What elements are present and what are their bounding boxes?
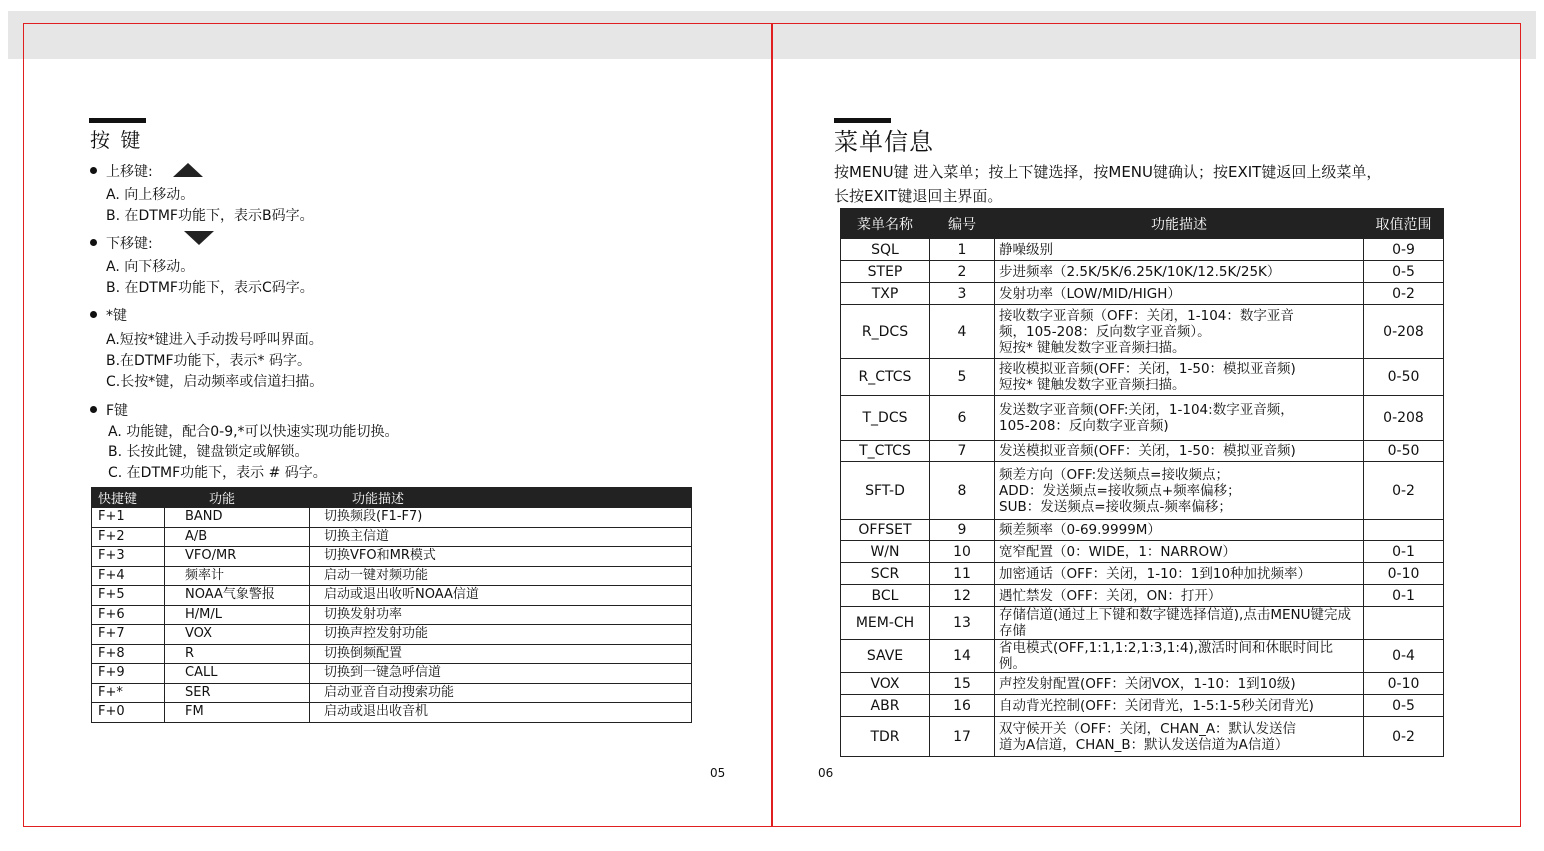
up-key-line-a: A. 向上移动。 (106, 187, 195, 203)
description-cell (995, 462, 1364, 520)
down-key-line-a: A. 向下移动。 (106, 259, 195, 275)
description-line: 短按* 键触发数字亚音频扫描。 (999, 339, 1186, 356)
table-row (841, 359, 1444, 396)
description-cell (995, 585, 1364, 607)
table-row (841, 239, 1444, 261)
range-cell: 0-10 (1364, 563, 1444, 585)
table-row (92, 683, 692, 703)
header-description: 功能描述 (310, 488, 692, 508)
description-line: 静噪级别 (999, 241, 1053, 258)
description-cell: 启动亚音自动搜索功能 (310, 683, 692, 703)
number-cell: 13 (930, 607, 995, 640)
description-cell (995, 261, 1364, 283)
number-cell: 8 (930, 462, 995, 520)
menu-name-cell: TXP (841, 283, 930, 305)
star-key-line-b: B.在DTMF功能下，表示* 码字。 (106, 353, 311, 369)
description-cell (995, 305, 1364, 359)
shortcut-cell: F+2 (92, 527, 165, 547)
description-line: 发射功率（LOW/MID/HIGH） (999, 285, 1181, 302)
table-row (841, 305, 1444, 359)
page-title-keys: 按 键 (90, 128, 143, 152)
description-line: 步进频率（2.5K/5K/6.25K/10K/12.5K/25K） (999, 263, 1281, 280)
table-row (841, 585, 1444, 607)
header-menu-name: 菜单名称 (841, 209, 930, 239)
shortcut-cell: F+8 (92, 644, 165, 664)
description-cell: 切换发射功率 (310, 605, 692, 625)
number-cell: 4 (930, 305, 995, 359)
table-row (841, 441, 1444, 462)
table-row (92, 547, 692, 567)
bullet-dot (90, 239, 97, 246)
function-cell: NOAA气象警报 (165, 586, 310, 606)
shortcut-cell: F+9 (92, 664, 165, 684)
menu-info-table (840, 208, 1444, 757)
number-cell: 17 (930, 717, 995, 757)
bullet-dot (90, 311, 97, 318)
function-cell: VOX (165, 625, 310, 645)
table-row (841, 563, 1444, 585)
function-cell: A/B (165, 527, 310, 547)
range-cell (1364, 607, 1444, 640)
up-key-line-b: B. 在DTMF功能下，表示B码字。 (106, 208, 314, 224)
shortcut-cell: F+4 (92, 566, 165, 586)
table-row (841, 396, 1444, 441)
shortcut-cell: F+0 (92, 703, 165, 723)
range-cell: 0-5 (1364, 695, 1444, 717)
number-cell: 1 (930, 239, 995, 261)
table-row (841, 673, 1444, 695)
description-cell (995, 359, 1364, 396)
description-cell (995, 607, 1364, 640)
table-row (92, 625, 692, 645)
number-cell: 7 (930, 441, 995, 462)
triangle-up-icon (173, 163, 203, 177)
description-line: 频，105-208：反向数字亚音频）。 (999, 323, 1211, 340)
shortcut-key-table (91, 487, 692, 723)
header-number: 编号 (930, 209, 995, 239)
description-line: 自动背光控制(OFF：关闭背光，1-5:1-5秒关闭背光) (999, 697, 1314, 714)
menu-name-cell: SAVE (841, 640, 930, 673)
number-cell: 12 (930, 585, 995, 607)
number-cell: 6 (930, 396, 995, 441)
range-cell: 0-208 (1364, 396, 1444, 441)
table-row (841, 640, 1444, 673)
header-range: 取值范围 (1364, 209, 1444, 239)
function-cell: FM (165, 703, 310, 723)
bullet-down-key (90, 233, 153, 253)
shortcut-cell: F+6 (92, 605, 165, 625)
header-description: 功能描述 (995, 209, 1364, 239)
description-cell: 切换VFO和MR模式 (310, 547, 692, 567)
function-cell: SER (165, 683, 310, 703)
description-line: 短按* 键触发数字亚音频扫描。 (999, 377, 1186, 393)
description-cell (995, 563, 1364, 585)
function-cell: 频率计 (165, 566, 310, 586)
function-cell: CALL (165, 664, 310, 684)
menu-name-cell: BCL (841, 585, 930, 607)
table-row (92, 508, 692, 528)
shortcut-cell: F+7 (92, 625, 165, 645)
description-line: 接收模拟亚音频(OFF：关闭，1-50：模拟亚音频) (999, 361, 1296, 377)
table-row (92, 566, 692, 586)
range-cell: 0-1 (1364, 585, 1444, 607)
menu-name-cell: MEM-CH (841, 607, 930, 640)
bullet-dot (90, 167, 97, 174)
number-cell: 5 (930, 359, 995, 396)
table-row (841, 261, 1444, 283)
function-cell: VFO/MR (165, 547, 310, 567)
description-cell: 切换频段(F1-F7) (310, 508, 692, 528)
intro-line-1: 按MENU键 进入菜单；按上下键选择，按MENU键确认；按EXIT键返回上级菜单， (834, 163, 1382, 181)
f-key-line-b: B. 长按此键，键盘锁定或解锁。 (108, 444, 309, 460)
number-cell: 15 (930, 673, 995, 695)
number-cell: 11 (930, 563, 995, 585)
table-row (92, 644, 692, 664)
range-cell: 0-1 (1364, 541, 1444, 563)
up-key-label: 上移键: (106, 164, 153, 180)
table-row (92, 703, 692, 723)
description-line: 宽窄配置（0：WIDE，1：NARROW） (999, 543, 1237, 560)
description-line: 频差频率（0-69.9999M） (999, 522, 1161, 538)
description-cell (995, 695, 1364, 717)
description-cell (995, 239, 1364, 261)
table-row (841, 462, 1444, 520)
description-line: 省电模式(OFF,1:1,1:2,1:3,1:4),激活时间和休眠时间比例。 (999, 640, 1334, 672)
shortcut-cell: F+* (92, 683, 165, 703)
f-key-line-c: C. 在DTMF功能下，表示 # 码字。 (108, 465, 327, 481)
star-key-line-c: C.长按*键，启动频率或信道扫描。 (106, 374, 324, 390)
menu-name-cell: SQL (841, 239, 930, 261)
page-number-left: 05 (710, 766, 726, 780)
description-cell: 切换声控发射功能 (310, 625, 692, 645)
header-function: 功能 (165, 488, 310, 508)
number-cell: 10 (930, 541, 995, 563)
range-cell: 0-5 (1364, 261, 1444, 283)
triangle-down-icon (184, 231, 214, 245)
bullet-up-key (90, 161, 153, 181)
description-cell (995, 283, 1364, 305)
range-cell: 0-2 (1364, 717, 1444, 757)
intro-line-2: 长按EXIT键退回主界面。 (834, 187, 1003, 205)
table-row (841, 283, 1444, 305)
table-row (841, 717, 1444, 757)
range-cell (1364, 520, 1444, 541)
table-row (92, 605, 692, 625)
description-cell: 启动或退出收音机 (310, 703, 692, 723)
description-cell: 启动或退出收听NOAA信道 (310, 586, 692, 606)
function-cell: BAND (165, 508, 310, 528)
description-cell (995, 541, 1364, 563)
header-shortcut: 快捷键 (92, 488, 165, 508)
description-line: ADD：发送频点=接收频点+频率偏移； (999, 482, 1241, 499)
title-bar-decoration (89, 118, 146, 123)
shortcut-cell: F+1 (92, 508, 165, 528)
range-cell: 0-4 (1364, 640, 1444, 673)
function-cell: R (165, 644, 310, 664)
description-cell: 切换主信道 (310, 527, 692, 547)
star-key-line-a: A.短按*键进入手动拨号呼叫界面。 (106, 332, 323, 348)
number-cell: 14 (930, 640, 995, 673)
menu-name-cell: SCR (841, 563, 930, 585)
description-line: SUB：发送频点=接收频点-频率偏移； (999, 498, 1232, 515)
menu-name-cell: T_DCS (841, 396, 930, 441)
table-header-row (92, 488, 692, 508)
description-line: 接收数字亚音频（OFF：关闭，1-104：数字亚音 (999, 307, 1294, 324)
table-row (841, 520, 1444, 541)
range-cell: 0-10 (1364, 673, 1444, 695)
menu-name-cell: W/N (841, 541, 930, 563)
number-cell: 9 (930, 520, 995, 541)
range-cell: 0-2 (1364, 283, 1444, 305)
page-title-menu: 菜单信息 (834, 128, 934, 156)
table-row (92, 664, 692, 684)
menu-name-cell: ABR (841, 695, 930, 717)
shortcut-cell: F+5 (92, 586, 165, 606)
menu-name-cell: R_DCS (841, 305, 930, 359)
menu-name-cell: STEP (841, 261, 930, 283)
description-cell (995, 396, 1364, 441)
table-header-row (841, 209, 1444, 239)
f-key-line-a: A. 功能键，配合0-9,*可以快速实现功能切换。 (108, 424, 399, 440)
description-cell: 启动一键对频功能 (310, 566, 692, 586)
table-row (841, 541, 1444, 563)
bullet-dot (90, 406, 97, 413)
number-cell: 16 (930, 695, 995, 717)
menu-name-cell: SFT-D (841, 462, 930, 520)
table-row (92, 527, 692, 547)
menu-name-cell: OFFSET (841, 520, 930, 541)
description-line: 道为A信道，CHAN_B：默认发送信道为A信道） (999, 736, 1289, 753)
number-cell: 2 (930, 261, 995, 283)
page-number-right: 06 (818, 766, 834, 780)
range-cell: 0-50 (1364, 359, 1444, 396)
down-key-line-b: B. 在DTMF功能下，表示C码字。 (106, 280, 314, 296)
menu-name-cell: R_CTCS (841, 359, 930, 396)
range-cell: 0-208 (1364, 305, 1444, 359)
star-key-label: *键 (106, 308, 127, 324)
description-line: 105-208：反向数字亚音频) (999, 418, 1169, 434)
bullet-f-key (90, 400, 128, 420)
bullet-star-key (90, 305, 127, 325)
description-line: 双守候开关（OFF：关闭，CHAN_A：默认发送信 (999, 720, 1297, 737)
table-row (841, 607, 1444, 640)
description-line: 频差方向（OFF:发送频点=接收频点； (999, 466, 1229, 483)
description-cell (995, 640, 1364, 673)
description-cell: 切换倒频配置 (310, 644, 692, 664)
description-line: 遇忙禁发（OFF：关闭，ON：打开） (999, 587, 1222, 604)
number-cell: 3 (930, 283, 995, 305)
description-cell (995, 520, 1364, 541)
menu-name-cell: VOX (841, 673, 930, 695)
description-line: 发送数字亚音频(OFF:关闭，1-104:数字亚音频， (999, 402, 1294, 418)
description-cell (995, 673, 1364, 695)
description-cell: 切换到一键急呼信道 (310, 664, 692, 684)
range-cell: 0-50 (1364, 441, 1444, 462)
range-cell: 0-9 (1364, 239, 1444, 261)
range-cell: 0-2 (1364, 462, 1444, 520)
description-line: 加密通话（OFF：关闭，1-10：1到10种加扰频率） (999, 565, 1312, 582)
function-cell: H/M/L (165, 605, 310, 625)
f-key-label: F键 (106, 403, 129, 419)
description-cell (995, 717, 1364, 757)
menu-name-cell: T_CTCS (841, 441, 930, 462)
description-cell (995, 441, 1364, 462)
shortcut-cell: F+3 (92, 547, 165, 567)
description-line: 存储信道(通过上下键和数字键选择信道),点击MENU键完成存储 (999, 607, 1351, 639)
menu-name-cell: TDR (841, 717, 930, 757)
down-key-label: 下移键: (106, 236, 153, 252)
table-row (92, 586, 692, 606)
description-line: 发送模拟亚音频(OFF：关闭，1-50：模拟亚音频) (999, 443, 1296, 459)
table-row (841, 695, 1444, 717)
description-line: 声控发射配置(OFF：关闭VOX，1-10：1到10级) (999, 675, 1296, 692)
